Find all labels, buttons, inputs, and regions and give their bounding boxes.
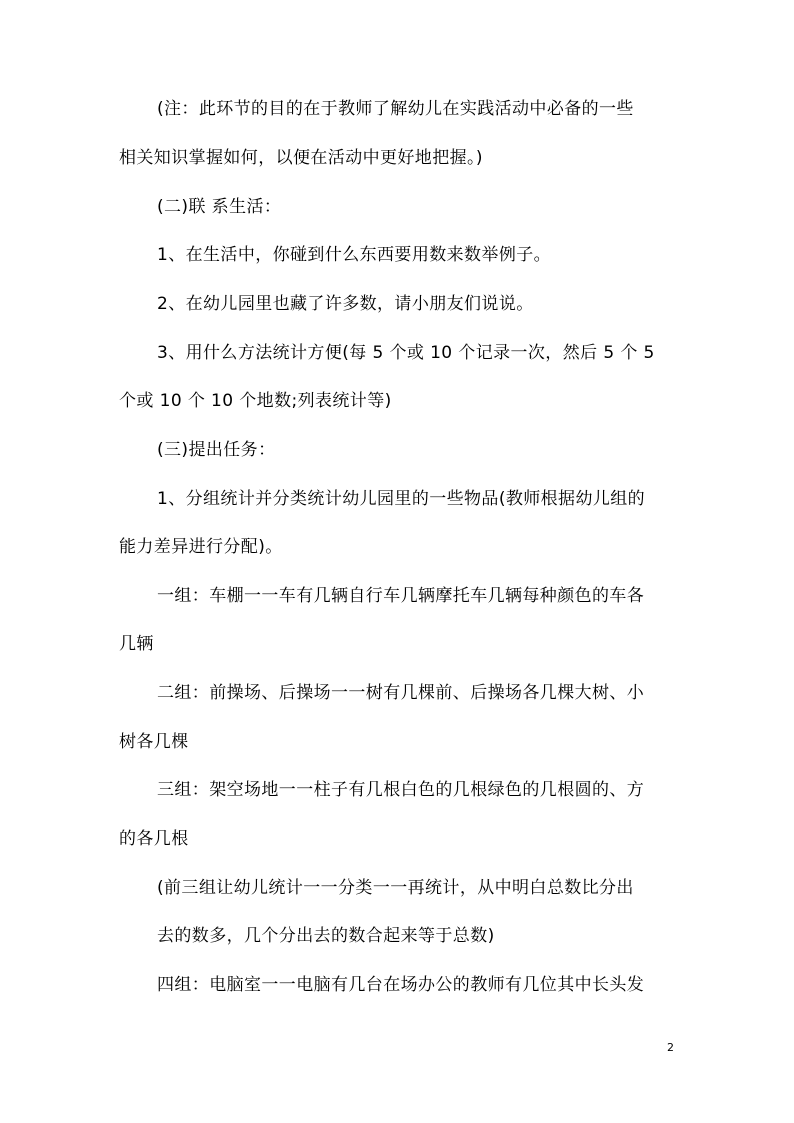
text-line: 四组：电脑室一一电脑有几台在场办公的教师有几位其中长头发 bbox=[157, 975, 645, 995]
text-line: 1、在生活中，你碰到什么东西要用数来数举例子。 bbox=[157, 245, 552, 265]
text-line: 2、在幼儿园里也藏了许多数，请小朋友们说说。 bbox=[157, 294, 534, 314]
text-line: 的各几根 bbox=[119, 829, 189, 849]
text-line: (注：此环节的目的在于教师了解幼儿在实践活动中必备的一些 bbox=[157, 99, 634, 119]
text-line: 3、用什么方法统计方便(每 5 个或 10 个记录一次，然后 5 个 5 bbox=[157, 343, 655, 363]
text-line: 相关知识掌握如何，以便在活动中更好地把握。) bbox=[119, 148, 483, 168]
text-line: 几辆 bbox=[119, 634, 154, 654]
section-heading: (二)联 系生活： bbox=[157, 197, 282, 217]
text-line: 三组：架空场地一一柱子有几根白色的几根绿色的几根圆的、方 bbox=[157, 780, 645, 800]
text-line: 个或 10 个 10 个地数;列表统计等) bbox=[119, 391, 392, 411]
section-heading: (三)提出任务： bbox=[157, 440, 276, 460]
text-line: 树各几棵 bbox=[119, 732, 189, 752]
text-line: 去的数多，几个分出去的数合起来等于总数) bbox=[157, 926, 495, 946]
text-line: 一组：车棚一一车有几辆自行车几辆摩托车几辆每种颜色的车各 bbox=[157, 586, 645, 606]
page-number: 2 bbox=[667, 1041, 674, 1054]
text-line: 能力差异进行分配)。 bbox=[119, 537, 283, 557]
text-line: (前三组让幼儿统计一一分类一一再统计，从中明白总数比分出 bbox=[157, 878, 634, 898]
text-line: 二组：前操场、后操场一一树有几棵前、后操场各几棵大树、小 bbox=[157, 683, 645, 703]
text-line: 1、分组统计并分类统计幼儿园里的一些物品(教师根据幼儿组的 bbox=[157, 489, 646, 509]
